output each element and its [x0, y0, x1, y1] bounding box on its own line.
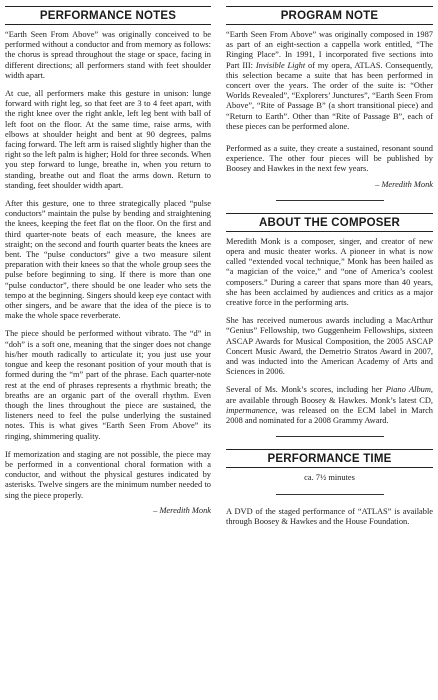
- performance-time-header: [226, 449, 433, 468]
- composer-paragraph-1: Meredith Monk is a composer, singer, and creator of new opera and music theater works. A pioneer in what is now called “extended vocal technique,” Monk has been hailed as “a magician of the voice,” and “one of America’s coolest composers.” During a career that spans more than 40 years, she has been acclaimed by audiences and critics as a major creative force in the performing arts.: [226, 236, 433, 308]
- section-divider: [276, 200, 384, 201]
- performance-notes-paragraph-1: “Earth Seen From Above” was originally conceived to be performed without a conductor and from memory as follows: the chorus is spread throughout the stage or space, facing in different directions; all performers stand with feet shoulder width apart.: [5, 30, 211, 80]
- composer-text-a: Several of Ms. Monk’s scores, including her: [226, 385, 386, 395]
- section-divider-2: [276, 436, 384, 437]
- dvd-note: A DVD of the staged performance of “ATLAS” is available through Boosey & Hawkes and the House Foundation.: [226, 506, 433, 526]
- performance-notes-paragraph-2: At cue, all performers make this gesture in unison: lunge forward with right leg, so that feet are 3 to 4 feet apart, with the right knee over the right ankle, left leg bent with ball of left foot on the floor. At the same time, raise arms, with elbows at shoulder height and bent at 90 degrees, palms facing forward. The left arm is raised slightly higher than the right so the left palm is higher; Hold for three seconds. When you step forward to lunge, breathe in, when you return to standing, breathe out and float the arms down. Return to standing, feet shoulder width apart.: [5, 89, 211, 190]
- program-note-heading: PROGRAM NOTE: [280, 10, 379, 22]
- program-note-header: [226, 6, 433, 25]
- performance-notes-header: [5, 6, 211, 25]
- composer-text-c: , was released on the ECM label in March 2008 and nominated for a 2008 Grammy Award.: [226, 405, 433, 426]
- composer-italic-piano-album: Piano Album: [385, 385, 431, 395]
- performance-notes-signature: – Meredith Monk: [153, 505, 211, 515]
- program-note-paragraph-1: [226, 30, 433, 132]
- performance-time-heading: PERFORMANCE TIME: [267, 453, 392, 466]
- performance-notes-paragraph-4: The piece should be performed without vibrato. The “d” in “doh” is a soft one, meaning that the singer does not change his/her mouth radically to articulate it; you just use your tongue and keep the resonant position of your mouth that is formed during the “m” part of the phrase. Each quarter-note rest at the end of phrases represents a rhythmic breath; the breaths are an organic part of the overall rhythm. Even though the lines throughout the piece are sustained, the listeners need to feel the pulse underlying the sustained notes. This is what gives “Earth Seen From Above” its ringing, shimmering quality.: [5, 329, 211, 441]
- composer-text-b: , are available through Boosey & Hawkes. Monk’s latest CD,: [226, 385, 433, 405]
- program-note-paragraph-2: Performed as a suite, they create a sustained, resonant sound experience. The other four pieces will be published by Boosey and Hawkes in the next few years.: [226, 144, 433, 174]
- program-note-signature: – Meredith Monk: [375, 179, 433, 189]
- section-divider-3: [276, 494, 384, 495]
- composer-paragraph-2: She has received numerous awards including a MacArthur “Genius” Fellowship, two Guggenheim Fellowships, sixteen ASCAP Awards for Musical Composition, the 2005 ASCAP Concert Music Award, the Demetrio Stratos Award in 2007, and was inducted into the American Academy of Arts and Sciences in 2006.: [226, 316, 433, 377]
- left-column: [5, 6, 211, 524]
- composer-italic-impermanence: impermanence: [226, 405, 276, 415]
- about-composer-heading: ABOUT THE COMPOSER: [259, 216, 400, 229]
- program-note-text-a: “Earth Seen From Above” was originally composed in 1987 as part of an eight-section a cappella work entitled, “The Ringing Place”. In 1991, I incorporated five sections into Part III:: [226, 30, 433, 70]
- about-composer-header: [226, 213, 433, 232]
- performance-time-value: ca. 7½ minutes: [304, 473, 355, 483]
- program-note-italic-title: Invisible Light: [255, 60, 306, 70]
- program-note-text-b: of my opera, ATLAS. Consequently, this selection became a suite that has been performed in concert over the years. The order of the suite is: “Other Worlds Revealed”, “Explorers’ Junctures”, “Earth Seen From Above”, “Rite of Passage B” (a short transitional piece) and “Return to Earth”. Other than “Rite of Passage B”, each of these pieces can be performed alone.: [226, 60, 433, 131]
- performance-notes-paragraph-3: After this gesture, one to three strategically placed “pulse conductors” maintain the pulse by bending and straightening the knees, keeping the feet flat on the floor. On the first and third quarter-note beats of each measure, the knees are straight; on the second and fourth quarter beats the knees are bent. The “pulse conductors” give a two measure silent preparation with their knees so that the whole group sees the pulse before beginning to sing. If there is more than one “pulse conductor”, there should be one leader who sets the tempo at the beginning. Singers should keep eye contact with other singers, and be aware that the idea of the piece is to make the whole space reverberate.: [5, 199, 211, 321]
- performance-notes-heading: PERFORMANCE NOTES: [39, 10, 177, 22]
- composer-paragraph-3: [226, 385, 433, 426]
- right-column: [226, 6, 433, 535]
- performance-notes-paragraph-5: If memorization and staging are not possible, the piece may be performed in a conventional choral formation with a conductor, and without the physical gestures indicated by asterisks. Twelve singers are the minimum number needed to sing the piece properly.: [5, 449, 211, 500]
